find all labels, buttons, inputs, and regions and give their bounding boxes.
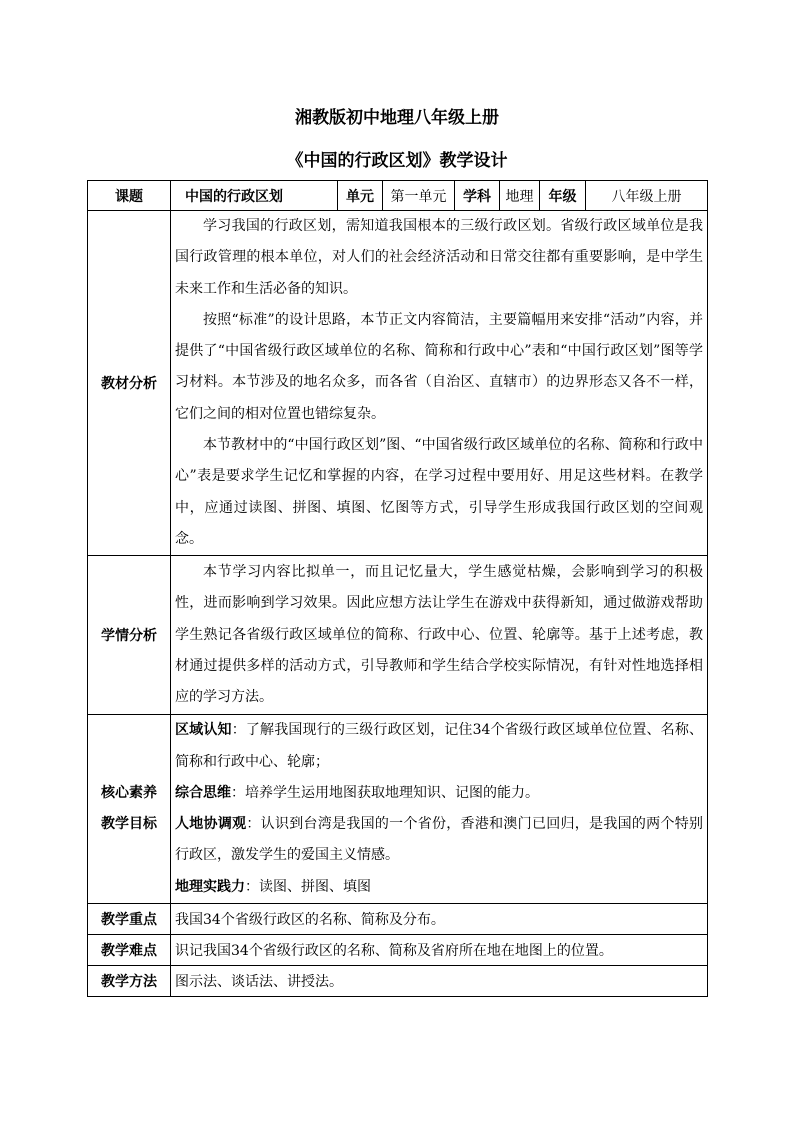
goal-regional-cognition-text: ：了解我国现行的三级行政区划，记住34个省级行政区域单位位置、名称、简称和行政中心、轮廓；: [175, 722, 703, 770]
key-points-label: 教学重点: [88, 904, 171, 935]
goal-human-earth-text: ：认识到台湾是我国的一个省份，香港和澳门已回归，是我国的两个特别行政区，激发学生的爱国主义情感。: [175, 816, 703, 864]
lesson-plan-table: [87, 180, 708, 997]
grade-label: 年级: [540, 181, 586, 211]
learner-analysis-row: [88, 556, 708, 715]
header-row: [88, 181, 708, 211]
goal-geo-practice-label: 地理实践力: [175, 878, 245, 895]
goal-integrated-thinking: [175, 778, 703, 809]
goal-integrated-thinking-label: 综合思维: [175, 784, 231, 801]
difficulties-label: 教学难点: [88, 935, 171, 966]
topic-label: 课题: [88, 181, 171, 211]
unit-value: 第一单元: [383, 181, 455, 211]
goal-integrated-thinking-text: ：培养学生运用地图获取地理知识、记图的能力。: [231, 784, 539, 801]
methods-text: 图示法、谈话法、讲授法。: [171, 966, 708, 997]
grade-value: 八年级上册: [586, 181, 708, 211]
textbook-analysis-content: [171, 211, 708, 556]
learner-analysis-paragraph: 本节学习内容比拟单一，而且记忆量大，学生感觉枯燥，会影响到学习的积极性，进而影响到学习效果。因此应想方法让学生在游戏中获得新知，通过做游戏帮助学生熟记各省级行政区域单位的简称、行政中心、位置、轮廓等。基于上述考虑，教材通过提供多样的活动方式，引导教师和学生结合学校实际情况，有针对性地选择相应的学习方法。: [175, 564, 703, 706]
goal-geo-practice-text: ：读图、拼图、填图: [245, 878, 371, 895]
key-points-row: [88, 904, 708, 935]
difficulties-row: [88, 935, 708, 966]
textbook-analysis-label: 教材分析: [88, 211, 171, 556]
textbook-analysis-row: [88, 211, 708, 556]
goal-human-earth-label: 人地协调观: [175, 816, 247, 833]
goal-regional-cognition-label: 区域认知: [175, 722, 232, 739]
methods-label: 教学方法: [88, 966, 171, 997]
difficulties-text: 识记我国34个省级行政区的名称、简称及省府所在地在地图上的位置。: [171, 935, 708, 966]
unit-label: 单元: [338, 181, 383, 211]
document-title: 湘教版初中地理八年级上册: [295, 108, 499, 128]
learner-analysis-content: [171, 556, 708, 715]
core-goals-row: [88, 715, 708, 904]
subject-value: 地理: [500, 181, 540, 211]
learner-analysis-label: 学情分析: [88, 556, 171, 715]
key-points-text: 我国34个省级行政区的名称、简称及分布。: [171, 904, 708, 935]
core-goals-label-line-1: 核心素养: [101, 785, 157, 802]
methods-row: [88, 966, 708, 997]
goal-geo-practice: [175, 872, 703, 903]
textbook-analysis-paragraph-2: 按照“标准”的设计思路，本节正文内容简洁，主要篇幅用来安排“活动”内容，并提供了“中国省级行政区域单位的名称、简称和行政中心”表和“中国行政区划”图等学习材料。本节涉及的地名众多，而各省（自治区、直辖市）的边界形态又各不一样，它们之间的相对位置也错综复杂。: [175, 311, 703, 422]
goal-regional-cognition: [175, 715, 703, 778]
core-goals-label: [88, 715, 171, 904]
subject-label: 学科: [455, 181, 500, 211]
textbook-analysis-paragraph-3: 本节教材中的“中国行政区划”图、“中国省级行政区域单位的名称、简称和行政中心”表是要求学生记忆和掌握的内容，在学习过程中要用好、用足这些材料。在教学中，应通过读图、拼图、填图、忆图等方式，引导学生形成我国行政区划的空间观念。: [175, 437, 703, 547]
core-goals-content: [171, 715, 708, 904]
textbook-analysis-paragraph-1: 学习我国的行政区划，需知道我国根本的三级行政区划。省级行政区域单位是我国行政管理的根本单位，对人们的社会经济活动和日常交往都有重要影响，是中学生未来工作和生活必备的知识。: [175, 218, 703, 297]
core-goals-label-line-2: 教学目标: [101, 816, 157, 833]
topic-value: 中国的行政区划: [171, 181, 338, 211]
goal-human-earth: [175, 809, 703, 872]
document-subtitle: 《中国的行政区划》教学设计: [286, 151, 508, 171]
